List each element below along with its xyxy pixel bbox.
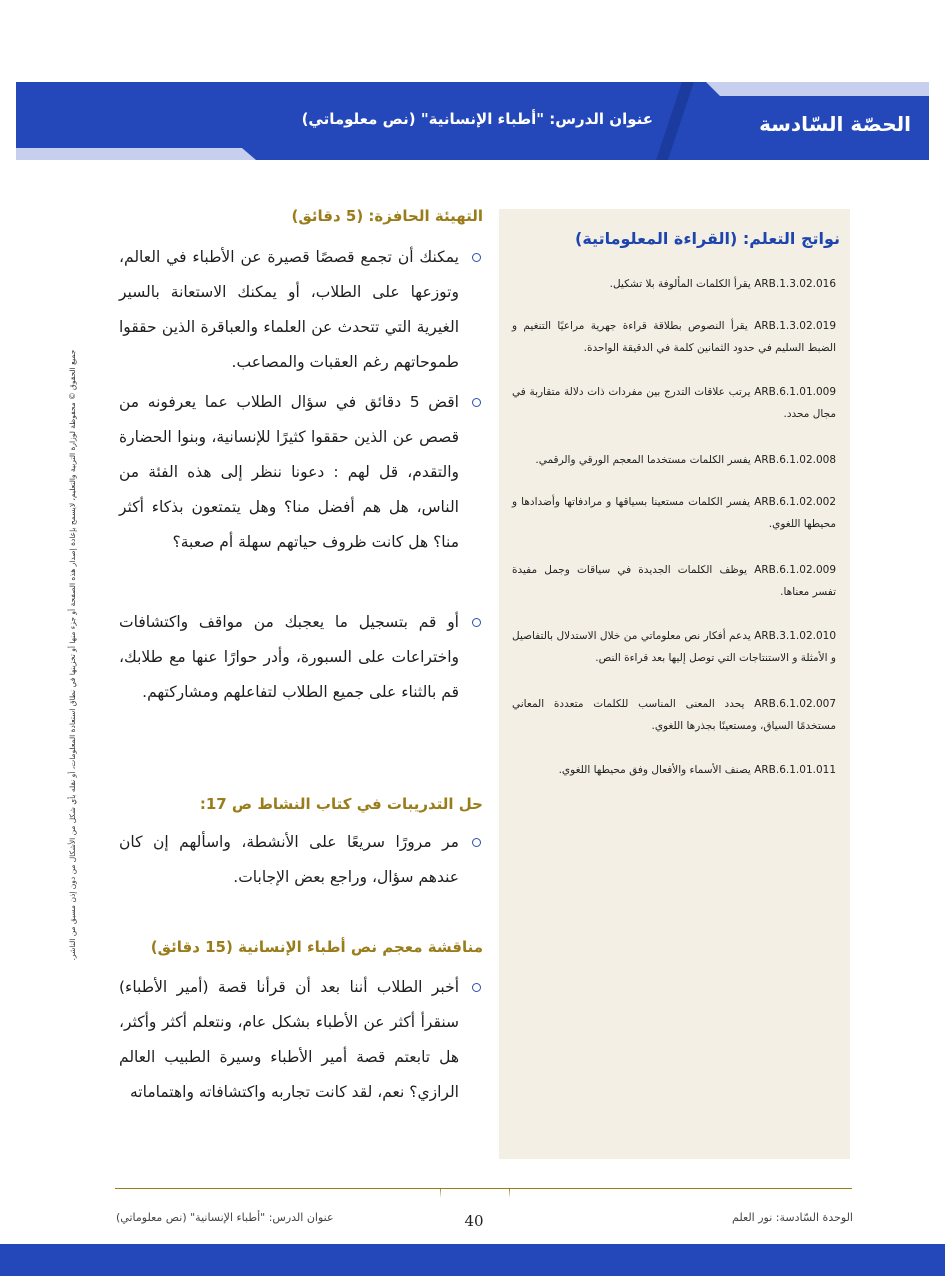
page-number: 40 [464,1212,484,1230]
lesson-header [16,82,929,160]
outcome-item: ARB.6.1.02.002 يفسر الكلمات مستعينا بسياقها و مرادفاتها وأضدادها و محيطها اللغوي. [512,496,836,530]
bullet-icon [472,253,481,262]
outcome-item: ARB.6.1.02.007 يحدد المعنى المناسب للكلمات متعددة المعاني مستخدمًا السياق، ومستعينًا بجذرها اللغوي. [512,698,836,732]
outcome-item: ARB.6.1.02.008 يفسر الكلمات مستخدما المعجم الورقي والرقمي. [535,454,836,466]
lesson-title: الحصّة السّادسة [759,112,911,136]
bullet-icon [472,983,481,992]
lesson-subtitle: عنوان الدرس: "أطباء الإنسانية" (نص معلوماتي) [301,110,653,128]
warmup-title: التهيئة الحافزة: (5 دقائق) [291,207,483,225]
outcome-item: ARB.3.1.02.010 يدعم أفكار نص معلوماتي من خلال الاستدلال بالتفاصيل و الأمثلة و الاستنتاجات التي توصل إليها بعد قراءة النص. [512,630,836,664]
bullet-icon [472,398,481,407]
footer-unit: الوحدة السّادسة: نور العلم [732,1211,853,1224]
outcome-item: ARB.6.1.01.009 يرتب علاقات التدرج بين مفردات ذات دلالة متقاربة في مجال محدد. [512,386,836,420]
list-item [119,240,483,380]
bullet-text: يمكنك أن تجمع قصصًا قصيرة عن الأطباء في العالم، وتوزعها على الطلاب، أو يمكنك الاستعانة بالسير الغيرية التي تتحدث عن العلماء والعباقرة الذين حققوا طموحاتهم رغم العقبات والمصاعب. [119,248,459,371]
list-item [119,970,483,1110]
outcome-item: ARB.6.1.01.011 يصنف الأسماء والأفعال وفق محيطها اللغوي. [558,764,836,776]
outcome-item: ARB.6.1.02.009 يوظف الكلمات الجديدة في سياقات وجمل مفيدة تفسر معناها. [512,564,836,598]
footer-lesson: عنوان الدرس: "أطباء الإنسانية" (نص معلوماتي) [116,1211,334,1224]
list-item [119,385,483,560]
header-accent-stripe [706,82,929,96]
bullet-text: أو قم بتسجيل ما يعجبك من مواقف واكتشافات واختراعات على السبورة، وأدر حوارًا عنها مع طلابك، قم بالثناء على جميع الطلاب لتفاعلهم ومشاركتهم. [119,613,459,701]
discussion-title: مناقشة معجم نص أطباء الإنسانية (15 دقائق) [150,938,483,956]
copyright-notice: جميع الحقوق © محفوظة لوزارة التربية والتعليم، لايسمح بإعادة إصدار هذه الصفحة أو جزء منها أو تخزينها في نطاق استعادة المعلومات، أو نقله بأي شكل من الأشكال من دون إذن مسبق من الناشر. [68,349,77,961]
learning-outcomes-panel [499,209,850,1159]
bullet-text: أخبر الطلاب أننا بعد أن قرأنا قصة (أمير الأطباء) سنقرأ أكثر عن الأطباء بشكل عام، ونتعلم أكثر وأكثر، هل تابعتم قصة أمير الأطباء وسيرة الطبيب العالم الرازي؟ نعم، لقد كانت تجاربه واكتشافاته واهتماماته [119,978,459,1101]
bullet-text: مر مرورًا سريعًا على الأنشطة، واسألهم إن كان عندهم سؤال، وراجع بعض الإجابات. [119,833,459,886]
outcome-item: ARB.1.3.02.019 يقرأ النصوص بطلاقة قراءة جهرية مراعيًا التنغيم و الضبط السليم في حدود الثمانين كلمة في الدقيقة الواحدة. [512,320,836,354]
exercises-title: حل التدريبات في كتاب النشاط ص 17: [199,795,483,813]
list-item [119,605,483,710]
bullet-text: اقض 5 دقائق في سؤال الطلاب عما يعرفونه من قصص عن الذين حققوا كثيرًا للإنسانية، وبنوا الحضارة والتقدم، قل لهم : دعونا ننظر إلى هذه الفئة من الناس، هل هم أفضل منا؟ وهل يتمتعون بذكاء أكثر منا؟ هل كانت ظروف حياتهم سهلة أم صعبة؟ [119,393,459,551]
bullet-icon [472,838,481,847]
header-accent-stripe [16,148,256,160]
bottom-bar [0,1244,945,1276]
header-divider [656,82,694,160]
list-item [119,825,483,895]
bullet-icon [472,618,481,627]
outcomes-title: نواتج التعلم: (القراءة المعلوماتية) [575,229,840,248]
outcome-item: ARB.1.3.02.016 يقرأ الكلمات المألوفة بلا تشكيل. [609,278,836,290]
